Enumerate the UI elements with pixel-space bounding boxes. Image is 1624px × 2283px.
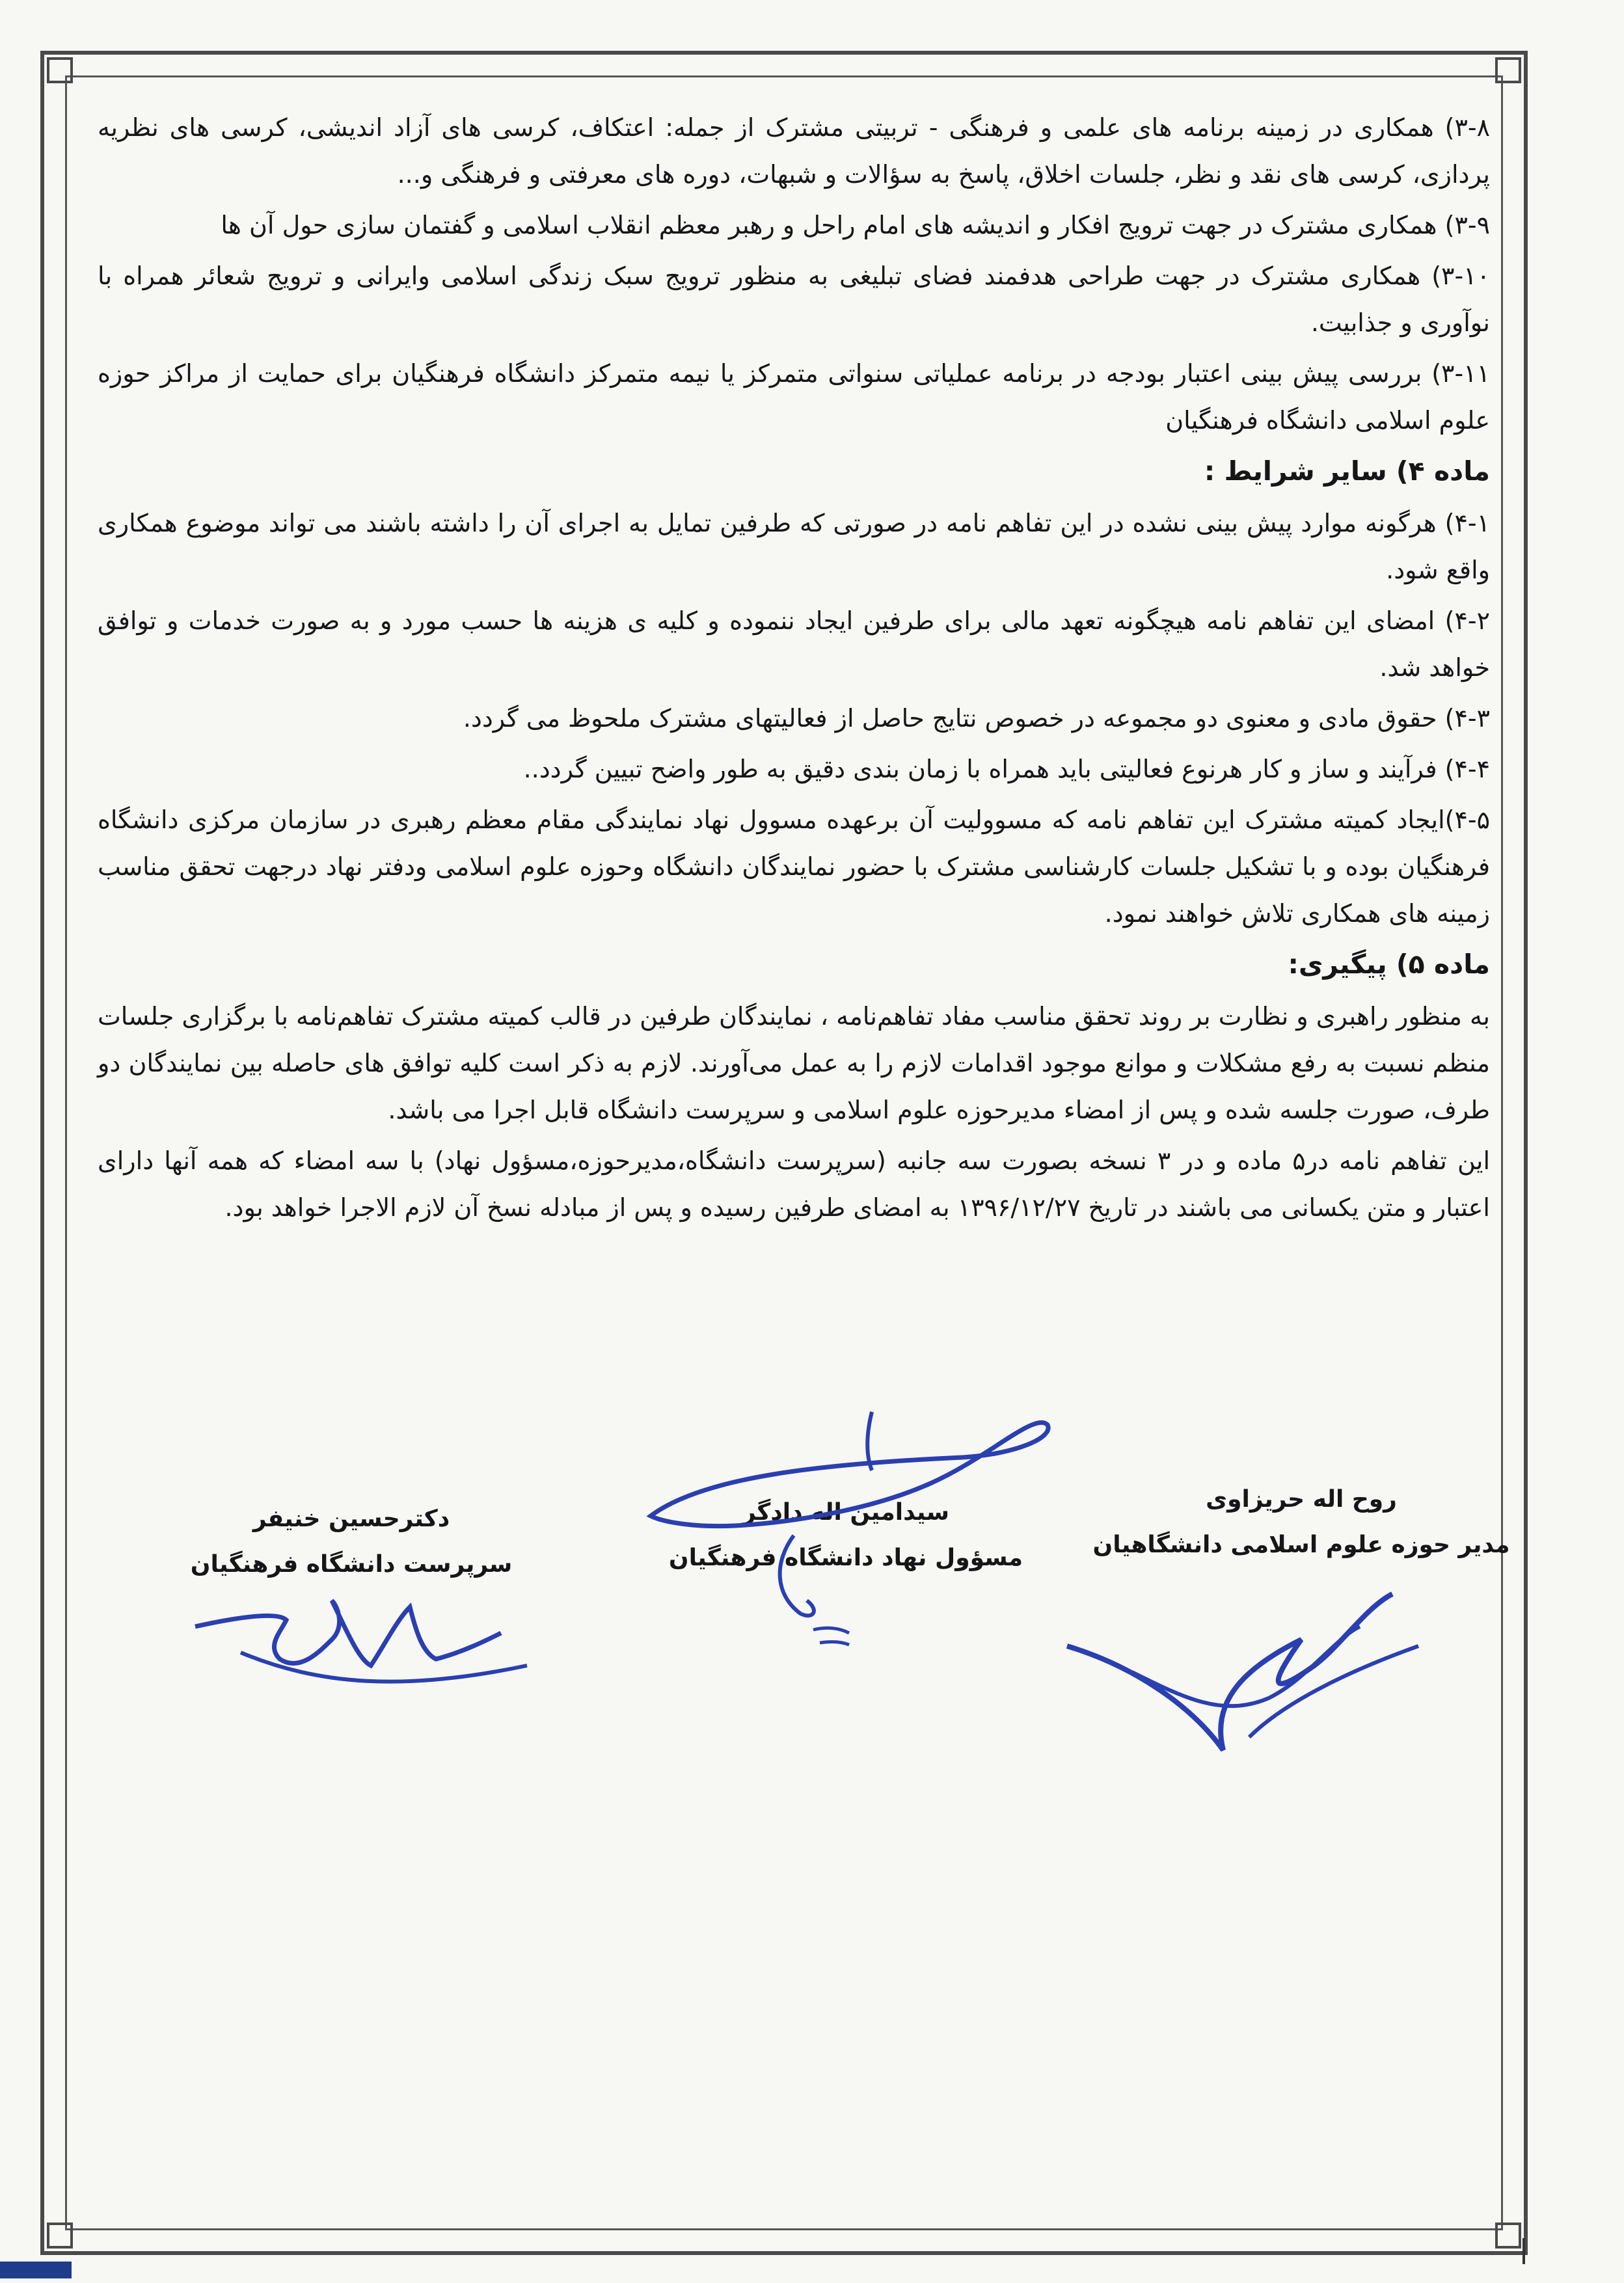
follow-up-paragraph: به منظور راهبری و نظارت بر روند تحقق مناسب مفاد تفاهم‌نامه ، نمایندگان طرفین در قالب کمیته مشترک تفاهم‌نامه با برگزاری جلسات منظم نسبت به رفع مشکلات و موانع موجود اقدامات لازم را به عمل می‌آورند. لازم به ذکر است کلیه توافق های حاصله بین نمایندگان دو طرف، صورت جلسه شده و پس از امضاء مدیرحوزه علوم اسلامی و سرپرست دانشگاه قابل اجرا می باشد.: [98, 1002, 1490, 1124]
clause-3-9: ۳-۹) همکاری مشترک در جهت ترویج افکار و اندیشه های امام راحل و رهبر معظم انقلاب اسلامی و گفتمان سازی حول آن ها: [221, 211, 1490, 239]
signatory-title: سرپرست دانشگاه فرهنگیان: [190, 1551, 513, 1578]
signatory-name: سیدامین اله دادگر: [742, 1499, 949, 1526]
clause-4-5: ۴-۵)ایجاد کمیته مشترک این تفاهم نامه که مسوولیت آن برعهده مسوول نهاد نمایندگی مقام معظم رهبری در سازمان مرکزی دانشگاه فرهنگیان بوده و با تشکیل جلسات کارشناسی مشترک با حضور نمایندگان دانشگاه وحوزه علوم اسلامی ودفتر نهاد درجهت تحقق مناسب زمینه های همکاری تلاش خواهند نمود.: [98, 805, 1490, 928]
clause-4-4: ۴-۴) فرآیند و ساز و کار هرنوع فعالیتی باید همراه با زمان بندی دقیق به طور واضح تبیین گردد..: [523, 755, 1490, 783]
clause-4-1: ۴-۱) هرگونه موارد پیش بینی نشده در این تفاهم نامه در صورتی که طرفین تمایل به اجرای آن را داشته باشند می تواند موضوع همکاری واقع شود.: [98, 509, 1490, 584]
signatory-title: مدیر حوزه علوم اسلامی دانشگاهیان: [1092, 1532, 1510, 1558]
signature-center: [625, 1386, 1080, 1659]
clause-3-8: ۳-۸) همکاری در زمینه برنامه های علمی و فرهنگی - تربیتی مشترک از جمله: اعتکاف، کرسی های آزاد اندیشی، کرسی های نظریه پردازی، کرسی های نقد و نظر، جلسات اخلاق، پاسخ به سؤالات و شبهات، دوره های معرفتی و فرهنگی و...: [98, 113, 1490, 189]
section-4-heading: ماده ۴) سایر شرایط :: [1204, 455, 1490, 487]
signature-right: [1054, 1568, 1457, 1763]
section-5-heading: ماده ۵) پیگیری:: [1288, 949, 1490, 980]
closing-paragraph: این تفاهم نامه در۵ ماده و در ۳ نسخه بصورت سه جانبه (سرپرست دانشگاه،مدیرحوزه،مسؤول نهاد) با سه امضاء که همه آنها دارای اعتبار و متن یکسانی می باشند در تاریخ ۱۳۹۶/۱۲/۲۷ به امضای طرفین رسیده و پس از مبادله نسخ آن لازم الاجرا خواهد بود.: [98, 1146, 1491, 1222]
scan-edge-mark: [1522, 2238, 1525, 2264]
clause-4-2: ۴-۲) امضای این تفاهم نامه هیچگونه تعهد مالی برای طرفین ایجاد ننموده و کلیه ی هزینه ها حسب مورد و به صورت خدمات و توافق خواهد شد.: [98, 606, 1490, 682]
signatory-title: مسؤول نهاد دانشگاه فرهنگیان: [668, 1545, 1023, 1571]
signatory-university-head: [143, 1496, 560, 1587]
border-corner-ornament: [47, 57, 73, 83]
signatory-hozeh-director: [1067, 1477, 1536, 1568]
border-corner-ornament: [47, 2222, 73, 2249]
signatory-name: دکترحسین خنیفر: [252, 1506, 450, 1532]
scanner-watermark: [0, 2262, 72, 2278]
border-corner-ornament: [1495, 2222, 1521, 2249]
border-corner-ornament: [1495, 57, 1521, 83]
clause-3-11: ۳-۱۱) بررسی پیش بینی اعتبار بودجه در برنامه عملیاتی سنواتی متمرکز یا نیمه متمرکز دانشگاه فرهنگیان برای حمایت از مراکز حوزه علوم اسلامی دانشگاه فرهنگیان: [98, 359, 1490, 435]
signature-left: [189, 1574, 553, 1718]
signatory-name: روح اله حریزاوی: [1206, 1486, 1397, 1513]
clause-3-10: ۳-۱۰) همکاری مشترک در جهت طراحی هدفمند فضای تبلیغی به منظور ترویج سبک زندگی اسلامی وایرانی و ترویج شعائر همراه با نوآوری و جذابیت.: [98, 262, 1490, 337]
document-body: [98, 104, 1490, 1235]
clause-4-3: ۴-۳) حقوق مادی و معنوی دو مجموعه در خصوص نتایج حاصل از فعالیتهای مشترک ملحوظ می گردد.: [463, 704, 1490, 733]
